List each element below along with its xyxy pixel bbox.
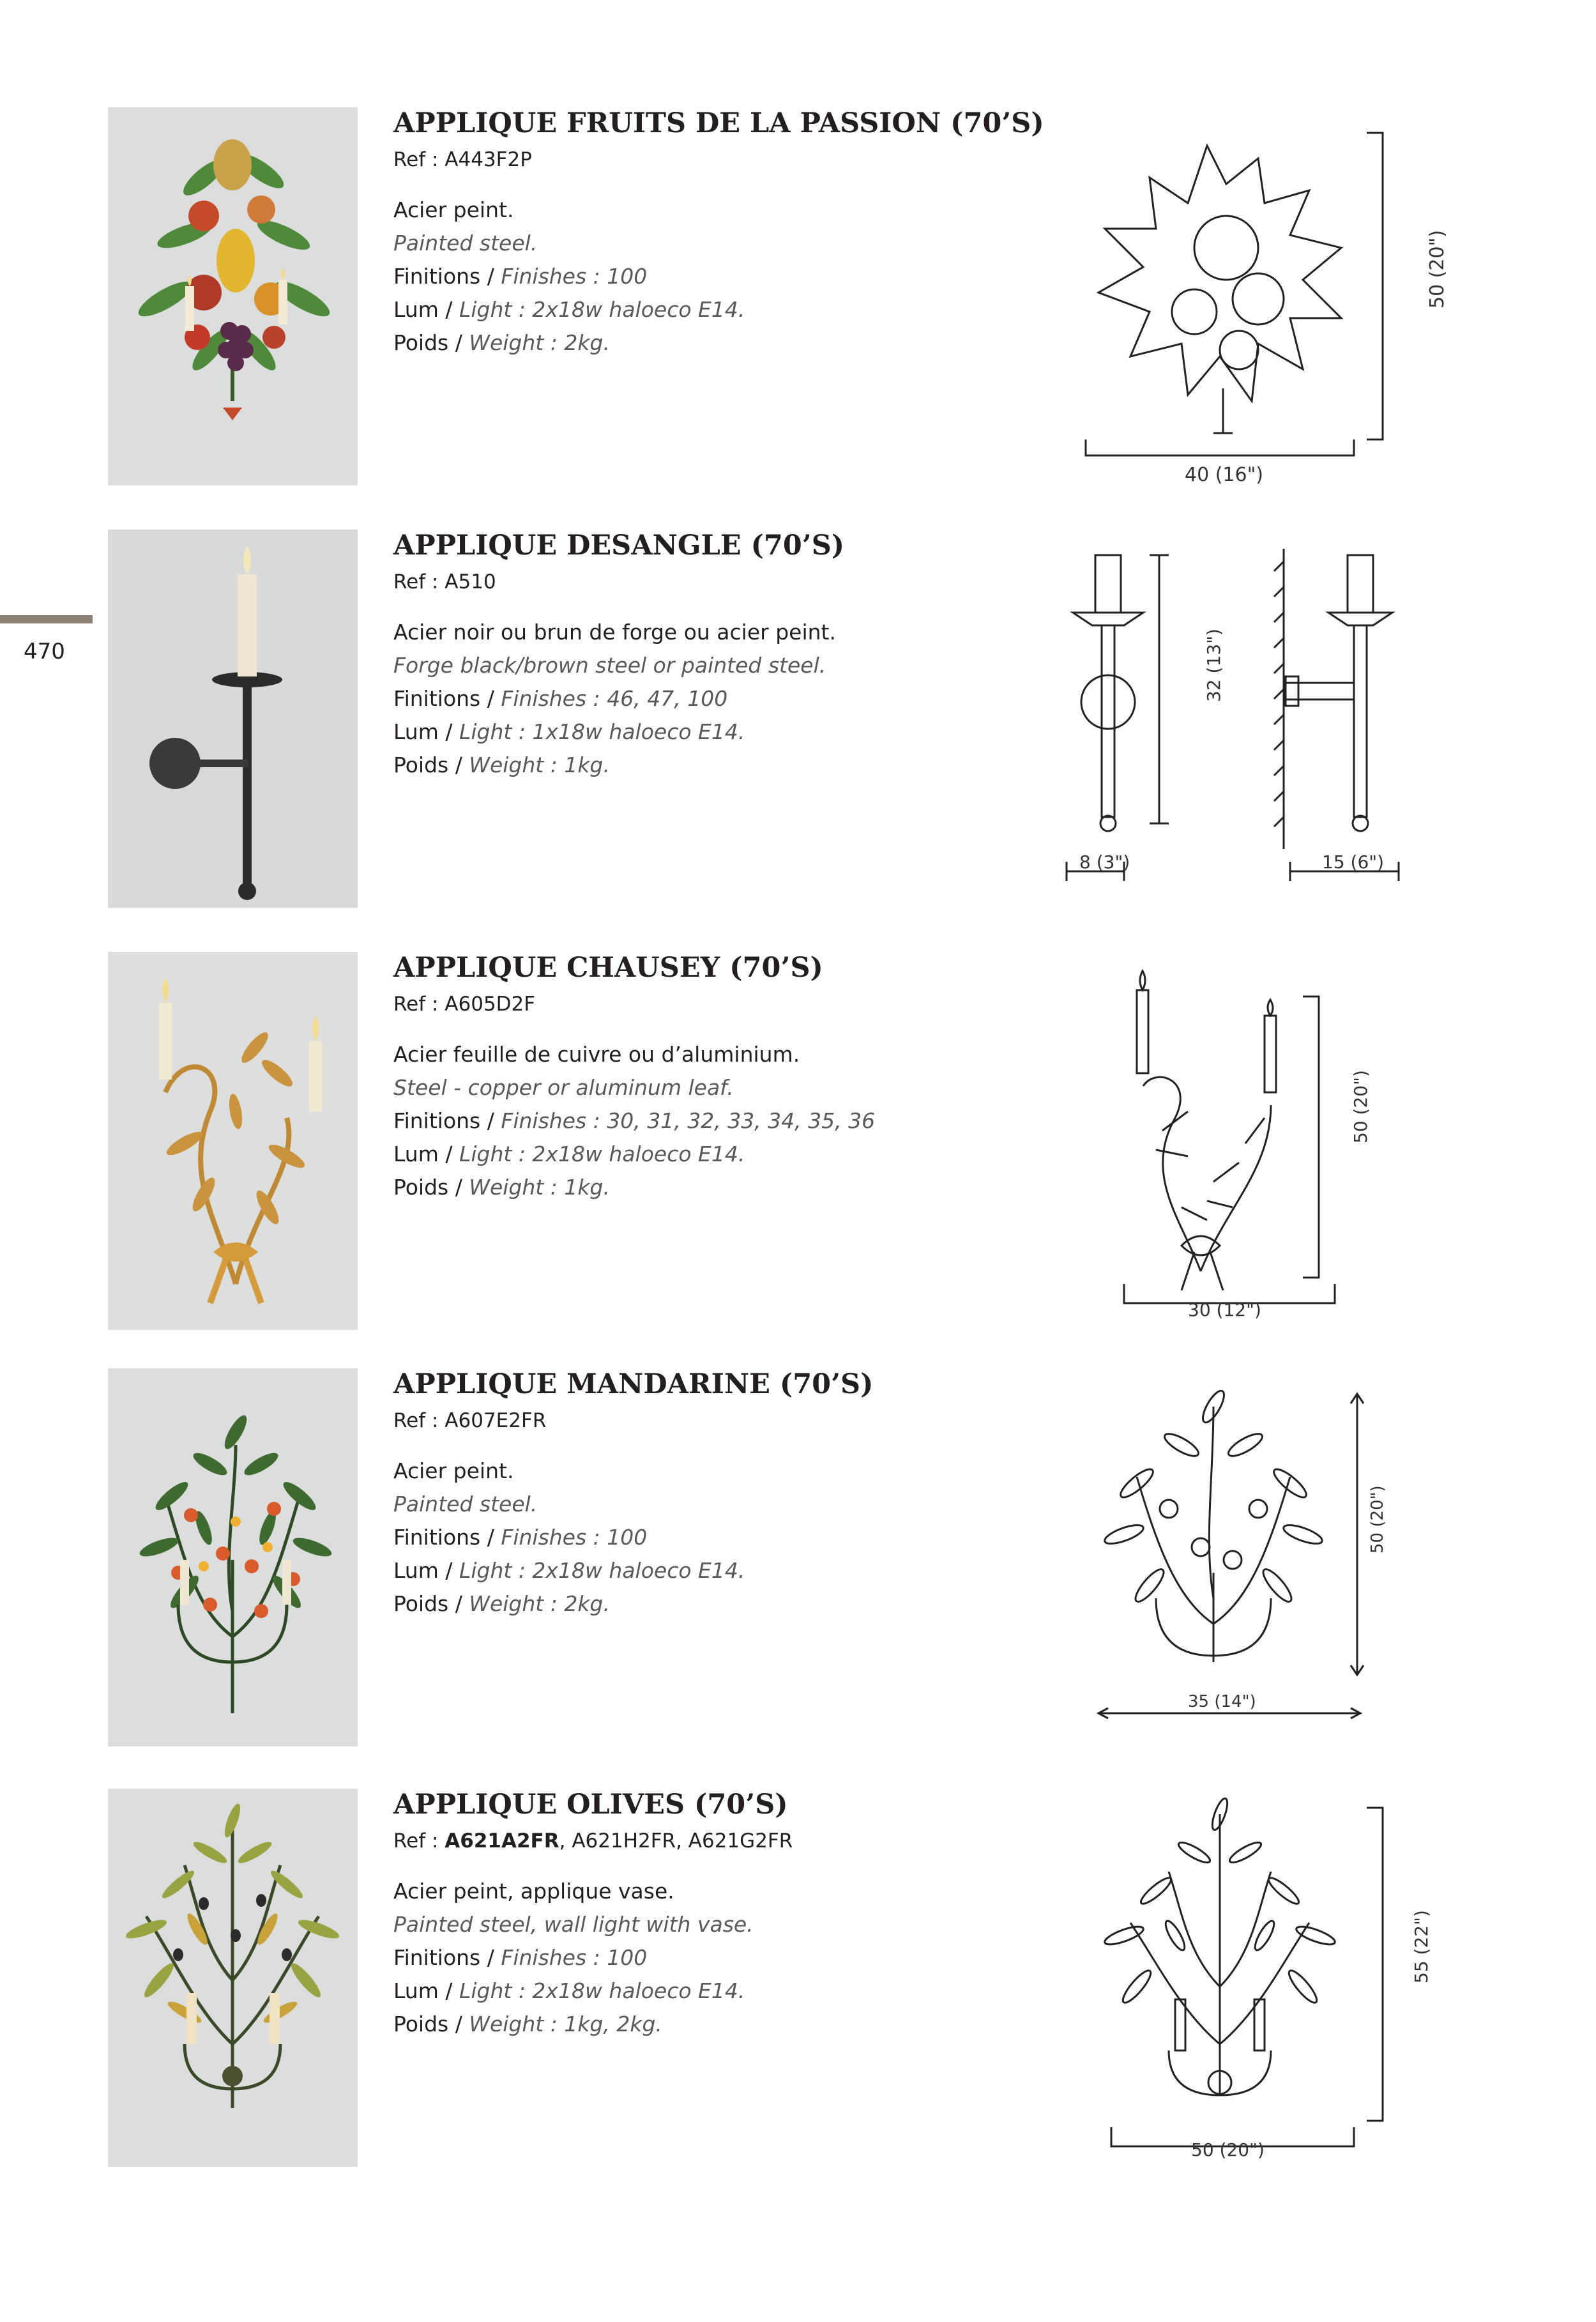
dimension-drawing-olives [1079, 1801, 1432, 2172]
page-number: 470 [24, 639, 65, 664]
light: Lum / Light : 2x18w haloeco E14. [393, 1978, 745, 2003]
height-dim-label: 32 (13") [1203, 629, 1224, 702]
product-info-mandarine [393, 1368, 1032, 1621]
height-dim-label: 55 (22") [1411, 1910, 1432, 1983]
section-tab-marker [0, 615, 93, 623]
finishes: Finitions / Finishes : 100 [393, 263, 648, 289]
height-dim-label: 50 (20") [1368, 1485, 1387, 1554]
material-en: Painted steel. [393, 1491, 538, 1516]
dimension-drawing-desangle [1041, 542, 1437, 900]
width-dim-label: 50 (20") [1191, 2139, 1265, 2160]
product-ref: Ref : A621A2FR, A621H2FR, A621G2FR [393, 1829, 793, 1852]
material-fr: Acier noir ou brun de forge ou acier peint. [393, 619, 836, 645]
weight: Poids / Weight : 2kg. [393, 1591, 610, 1616]
product-ref: Ref : A605D2F [393, 992, 536, 1016]
dimension-drawing-fruits [1047, 120, 1448, 486]
width-dim-label: 35 (14") [1188, 1692, 1256, 1711]
weight: Poids / Weight : 1kg. [393, 1174, 610, 1200]
light: Lum / Light : 2x18w haloeco E14. [393, 1557, 745, 1583]
finishes: Finitions / Finishes : 100 [393, 1944, 648, 1970]
product-ref: Ref : A443F2P [393, 148, 532, 171]
product-photo-chausey [108, 952, 358, 1330]
finishes: Finitions / Finishes : 100 [393, 1524, 648, 1550]
weight: Poids / Weight : 1kg. [393, 752, 610, 777]
finishes: Finitions / Finishes : 30, 31, 32, 33, 34, 35, 36 [393, 1108, 876, 1133]
material-fr: Acier peint. [393, 1458, 514, 1483]
material-en: Forge black/brown steel or painted steel. [393, 652, 826, 678]
product-title: APPLIQUE FRUITS DE LA PASSION (70’S) [393, 107, 1044, 139]
width-dim-label: 40 (16") [1185, 464, 1264, 486]
light: Lum / Light : 2x18w haloeco E14. [393, 296, 745, 322]
material-fr: Acier peint. [393, 197, 514, 222]
height-dim-label: 50 (20") [1350, 1070, 1371, 1143]
finishes: Finitions / Finishes : 46, 47, 100 [393, 685, 728, 711]
light: Lum / Light : 2x18w haloeco E14. [393, 1141, 745, 1166]
weight: Poids / Weight : 2kg. [393, 330, 610, 355]
material-en: Painted steel. [393, 230, 538, 256]
product-info-desangle [393, 530, 1032, 782]
product-title: APPLIQUE CHAUSEY (70’S) [393, 952, 823, 984]
product-info-chausey [393, 952, 1032, 1204]
material-fr: Acier feuille de cuivre ou d’aluminium. [393, 1041, 800, 1067]
product-photo-fruits [108, 107, 358, 485]
product-title: APPLIQUE DESANGLE (70’S) [393, 530, 845, 561]
light: Lum / Light : 1x18w haloeco E14. [393, 719, 745, 744]
product-photo-desangle [108, 530, 358, 908]
product-photo-mandarine [108, 1368, 358, 1746]
weight: Poids / Weight : 1kg, 2kg. [393, 2011, 662, 2036]
material-en: Steel - copper or aluminum leaf. [393, 1074, 734, 1100]
product-photo-olives [108, 1789, 358, 2167]
depth-dim-label: 15 (6") [1322, 852, 1385, 873]
height-dim-label: 50 (20") [1426, 229, 1448, 309]
product-ref: Ref : A607E2FR [393, 1409, 547, 1432]
dimension-drawing-mandarine [1073, 1381, 1418, 1752]
product-info-fruits [393, 107, 1044, 360]
product-info-olives [393, 1789, 1032, 2041]
product-ref: Ref : A510 [393, 570, 496, 593]
dimension-drawing-chausey [1086, 965, 1418, 1322]
product-title: APPLIQUE OLIVES (70’S) [393, 1789, 788, 1821]
material-en: Painted steel, wall light with vase. [393, 1911, 754, 1937]
width-dim-label: 30 (12") [1188, 1299, 1261, 1320]
material-fr: Acier peint, applique vase. [393, 1878, 674, 1904]
product-title: APPLIQUE MANDARINE (70’S) [393, 1368, 874, 1400]
width-dim-label: 8 (3") [1079, 852, 1130, 873]
